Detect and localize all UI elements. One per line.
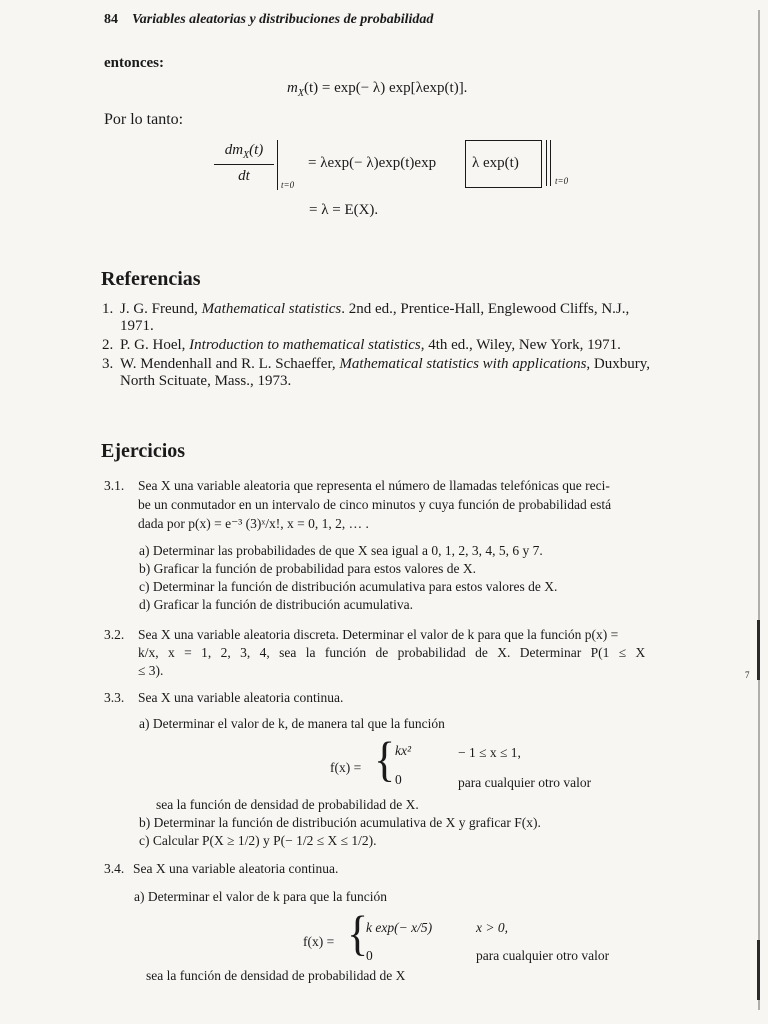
running-header: Variables aleatorias y distribuciones de probabilidad bbox=[132, 12, 434, 27]
exercise-text: ≤ 3). bbox=[138, 663, 164, 678]
piecewise-brace: { bbox=[374, 732, 396, 787]
result-equation: = λ = E(X). bbox=[309, 202, 379, 218]
exercise-part: c) Calcular P(X ≥ 1/2) y P(− 1/2 ≤ X ≤ 1/2). bbox=[139, 833, 377, 848]
reference-text: P. G. Hoel, Introduction to mathematical statistics, 4th ed., Wiley, New York, 1971. bbox=[120, 337, 621, 353]
exercise-text: dada por p(x) = e⁻³ (3)ˣ/x!, x = 0, 1, 2, … . bbox=[138, 516, 369, 531]
scan-edge-mark bbox=[757, 620, 760, 680]
piecewise-condition: para cualquier otro valor bbox=[458, 775, 592, 790]
function-lhs: f(x) = bbox=[303, 934, 335, 949]
evaluation-bar-2 bbox=[546, 140, 547, 186]
derivative-denominator: dt bbox=[238, 168, 250, 184]
piecewise-brace: { bbox=[347, 906, 369, 961]
piecewise-case: k exp(− x/5) bbox=[366, 920, 433, 935]
scan-edge bbox=[758, 10, 760, 1010]
evaluation-bar bbox=[277, 140, 278, 190]
page-number: 84 bbox=[104, 12, 118, 27]
right-bracket bbox=[535, 140, 542, 188]
piecewise-condition: − 1 ≤ x ≤ 1, bbox=[458, 745, 521, 760]
por-lo-tanto-label: Por lo tanto: bbox=[104, 111, 184, 128]
exercise-number: 3.3. bbox=[104, 690, 125, 705]
exercises-heading: Ejercicios bbox=[101, 440, 186, 462]
exercise-text: Sea X una variable aleatoria continua. bbox=[138, 690, 344, 705]
reference-text: J. G. Freund, Mathematical statistics. 2nd ed., Prentice-Hall, Englewood Cliffs, N.J., bbox=[120, 301, 630, 317]
derivative-numerator: $dm_X(t)$ bbox=[224, 142, 264, 161]
reference-continuation: 1971. bbox=[120, 318, 154, 334]
piecewise-case: kx² bbox=[395, 743, 412, 758]
piecewise-case: 0 bbox=[395, 772, 402, 787]
exercise-text: k/x, x = 1, 2, 3, 4, sea la función de probabilidad de X. Determinar P(1 ≤ X bbox=[138, 645, 646, 660]
evaluation-bar-3 bbox=[550, 140, 551, 186]
exercise-part: a) Determinar el valor de k, de manera tal que la función bbox=[139, 716, 445, 731]
scan-edge-mark bbox=[757, 940, 760, 1000]
fraction-line bbox=[214, 164, 274, 165]
exercise-number: 3.4. bbox=[104, 861, 125, 876]
exercise-number: 3.2. bbox=[104, 627, 125, 642]
bracket-content: λ exp(t) bbox=[472, 155, 519, 171]
mgf-equation: $m_X(t) = \exp(- \lambda)$ exp[λexp(t)]. bbox=[287, 80, 468, 99]
reference-continuation: North Scituate, Mass., 1973. bbox=[120, 373, 292, 389]
reference-text: W. Mendenhall and R. L. Schaeffer, Mathematical statistics with applications, Duxbury, bbox=[120, 356, 651, 372]
exercise-text: sea la función de densidad de probabilidad de X bbox=[146, 968, 406, 983]
exercise-part: c) Determinar la función de distribución acumulativa para estos valores de X. bbox=[139, 579, 558, 594]
margin-mark: 7 bbox=[745, 670, 750, 680]
reference-item: 2. bbox=[102, 337, 114, 353]
entonces-label: entonces: bbox=[104, 55, 164, 71]
exercise-text: Sea X una variable aleatoria continua. bbox=[133, 861, 339, 876]
exercise-number: 3.1. bbox=[104, 478, 125, 493]
exercise-part: a) Determinar las probabilidades de que X sea igual a 0, 1, 2, 3, 4, 5, 6 y 7. bbox=[139, 543, 543, 558]
exercise-text: Sea X una variable aleatoria discreta. Determinar el valor de k para que la función p(x) = bbox=[138, 627, 619, 642]
piecewise-condition: para cualquier otro valor bbox=[476, 948, 610, 963]
exercise-part: a) Determinar el valor de k para que la función bbox=[134, 889, 388, 904]
exercise-part: b) Graficar la función de probabilidad para estos valores de X. bbox=[139, 561, 476, 576]
function-lhs: f(x) = bbox=[330, 760, 362, 775]
derivative-rhs: = λexp(− λ)exp(t)exp bbox=[308, 155, 437, 171]
reference-item: 3. bbox=[102, 356, 114, 372]
reference-item: 1. bbox=[102, 301, 114, 317]
piecewise-condition: x > 0, bbox=[476, 920, 508, 935]
references-heading: Referencias bbox=[101, 268, 201, 290]
eval-subscript: t=0 bbox=[281, 180, 295, 190]
exercise-part: d) Graficar la función de distribución acumulativa. bbox=[139, 597, 414, 612]
exercise-text: be un conmutador en un intervalo de cinco minutos y cuya función de probabilidad está bbox=[138, 497, 612, 512]
piecewise-case: 0 bbox=[366, 948, 373, 963]
exercise-part: b) Determinar la función de distribución acumulativa de X y graficar F(x). bbox=[139, 815, 541, 830]
exercise-text: sea la función de densidad de probabilidad de X. bbox=[156, 797, 419, 812]
eval-subscript-2: t=0 bbox=[555, 176, 569, 186]
exercise-text: Sea X una variable aleatoria que representa el número de llamadas telefónicas que reci- bbox=[138, 478, 610, 493]
